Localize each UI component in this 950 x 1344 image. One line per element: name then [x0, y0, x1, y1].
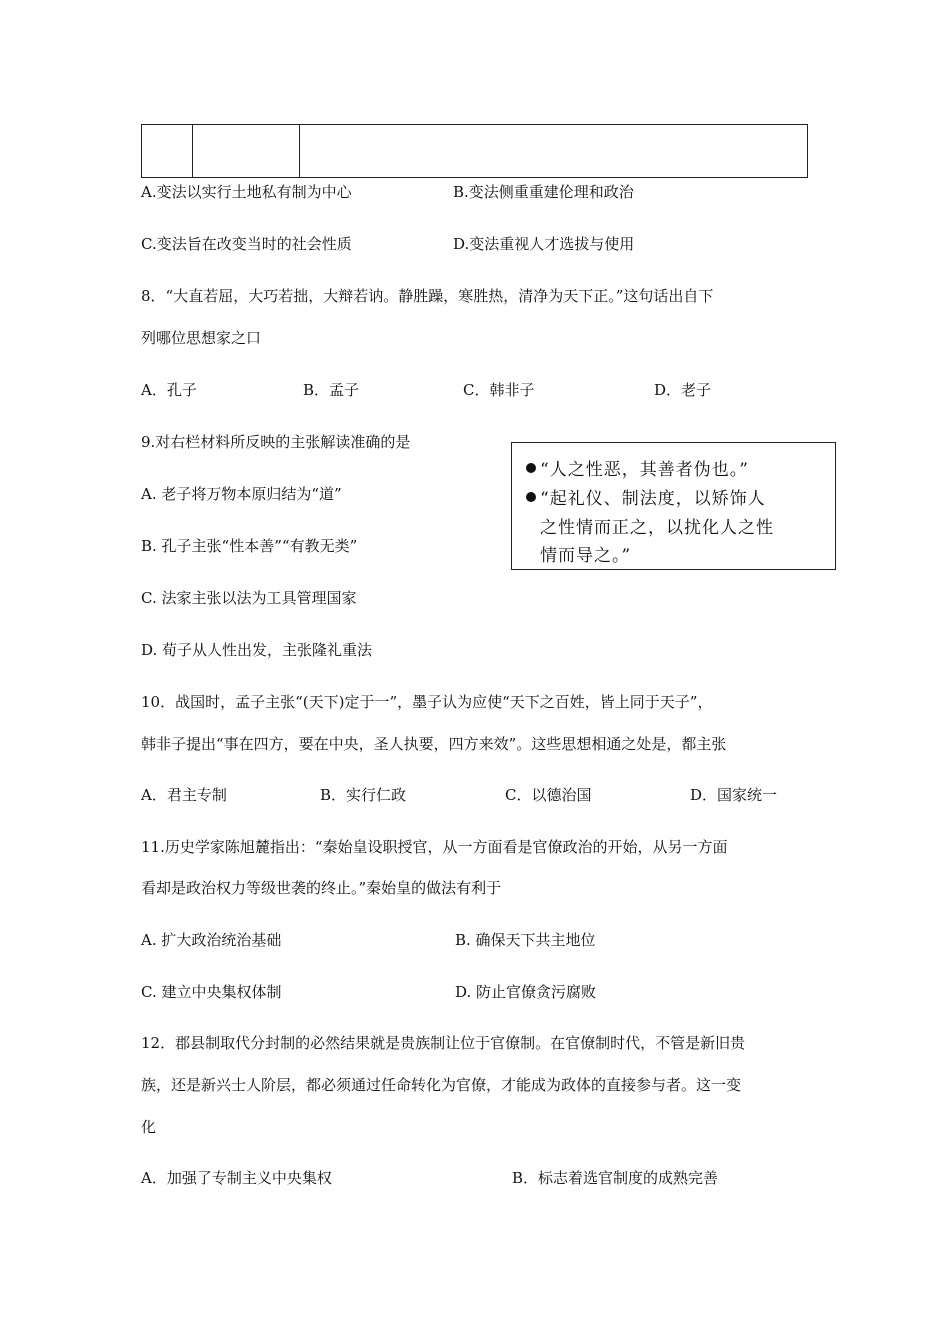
q10-option-d: D．国家统一	[690, 786, 778, 804]
q11-option-d: D. 防止官僚贪污腐败	[455, 983, 597, 1001]
q8-option-b: B．孟子	[303, 381, 360, 399]
q11-stem-line1: 11.历史学家陈旭麓指出：“秦始皇设职授官，从一方面看是官僚政治的开始，从另一方面	[141, 838, 728, 856]
q8-option-d: D．老子	[654, 381, 712, 399]
q7-option-b: B.变法侧重重建伦理和政治	[453, 183, 634, 201]
answer-table-fragment	[141, 124, 808, 178]
q7-option-a: A.变法以实行土地私有制为中心	[141, 183, 352, 201]
q7-option-d: D.变法重视人才选拔与使用	[453, 235, 635, 253]
q9-option-b: B. 孔子主张“性本善”“有教无类”	[141, 537, 358, 555]
q10-option-b: B．实行仁政	[320, 786, 407, 804]
q12-option-b: B．标志着选官制度的成熟完善	[512, 1169, 719, 1187]
quote-line-3: 之性情而正之，以扰化人之性	[540, 518, 774, 538]
table-divider	[299, 125, 300, 177]
q12-option-a: A．加强了专制主义中央集权	[141, 1169, 332, 1187]
quote-line-2: “起礼仪、制法度，以矫饰人	[526, 484, 766, 509]
q10-stem-line2: 韩非子提出“事在四方，要在中央，圣人执要，四方来效”。这些思想相通之处是，都主张	[141, 735, 727, 753]
bullet-icon	[526, 492, 536, 502]
q9-option-d: D. 荀子从人性出发，主张隆礼重法	[141, 641, 373, 659]
q11-option-b: B. 确保天下共主地位	[455, 931, 596, 949]
q10-option-c: C．以德治国	[505, 786, 592, 804]
q9-option-c: C. 法家主张以法为工具管理国家	[141, 589, 357, 607]
q11-stem-line2: 看却是政治权力等级世袭的终止。”秦始皇的做法有利于	[141, 879, 502, 897]
bullet-icon	[526, 463, 536, 473]
q7-option-c: C.变法旨在改变当时的社会性质	[141, 235, 352, 253]
q10-stem-line1: 10．战国时，孟子主张“(天下)定于一”，墨子认为应使“天下之百姓，皆上同于天子”，	[141, 693, 713, 711]
q9-option-a: A. 老子将万物本原归结为“道”	[141, 485, 342, 503]
quote-line-4: 情而导之。”	[540, 546, 632, 566]
q12-stem-line3: 化	[141, 1118, 157, 1136]
q12-stem-line2: 族，还是新兴士人阶层，都必须通过任命转化为官僚，才能成为政体的直接参与者。这一变	[141, 1076, 742, 1094]
q10-option-a: A．君主专制	[141, 786, 227, 804]
quote-line-1: “人之性恶，其善者伪也。”	[526, 455, 749, 480]
q8-stem-line1: 8．“大直若屈，大巧若拙，大辩若讷。静胜躁，寒胜热，清净为天下正。”这句话出自下	[141, 287, 714, 305]
q11-option-a: A. 扩大政治统治基础	[141, 931, 282, 949]
q8-option-c: C．韩非子	[463, 381, 535, 399]
table-divider	[192, 125, 193, 177]
q11-option-c: C. 建立中央集权体制	[141, 983, 282, 1001]
q9-material-box	[511, 442, 836, 570]
q8-stem-line2: 列哪位思想家之口	[141, 329, 262, 347]
q9-stem: 9.对右栏材料所反映的主张解读准确的是	[141, 433, 411, 451]
q8-option-a: A．孔子	[141, 381, 197, 399]
q12-stem-line1: 12．郡县制取代分封制的必然结果就是贵族制让位于官僚制。在官僚制时代，不管是新旧贵	[141, 1034, 746, 1052]
